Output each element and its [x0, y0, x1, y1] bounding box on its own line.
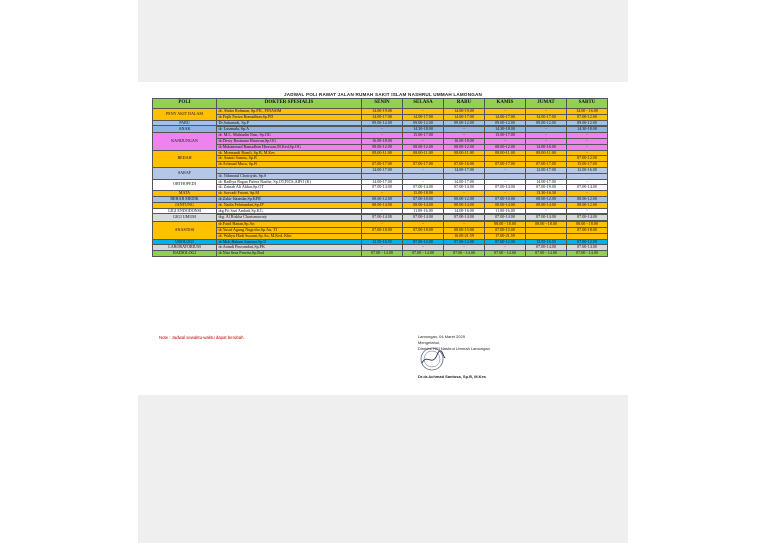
poli-cell: KANDUNGAN [153, 133, 217, 150]
schedule-cell: 14.00-17.00 [362, 167, 403, 173]
doctor-cell: dr. Lusmada, Sp.A [217, 127, 362, 133]
table-row [153, 239, 608, 245]
poli-cell: LABORATORIUM [153, 245, 217, 251]
doctor-cell: dr. Zainab Ali Akbar,Sp.OT [217, 185, 362, 191]
schedule-cell: 16.00-18.00 [444, 138, 485, 144]
schedule-cell: 08.00-12.00 [403, 144, 444, 150]
table-row [153, 185, 608, 191]
schedule-cell: - [362, 191, 403, 197]
schedule-cell: 08.00-12.00 [362, 144, 403, 150]
schedule-cell: 07.00 - 14.00 [403, 251, 444, 257]
table-row [153, 215, 608, 221]
schedule-cell: 14.00-17.00 [485, 114, 526, 120]
schedule-cell: - [567, 179, 608, 185]
schedule-cell: - [444, 127, 485, 133]
doctor-cell: dr. Abdur Rohman, Sp.PD., FINASIM [217, 109, 362, 115]
table-row [153, 179, 608, 185]
doctor-cell: dr. Radhya Ragan Putera Basthe, Sp.OT,FICS,AIFO (K) [217, 179, 362, 185]
schedule-cell: 07.00-15.00 [485, 227, 526, 233]
header-kamis: KAMIS [485, 99, 526, 109]
schedule-table [152, 98, 608, 257]
table-row [153, 120, 608, 126]
signature-block [418, 334, 490, 380]
table-row [153, 162, 608, 168]
poli-cell: JANTUNG [153, 202, 217, 208]
schedule-cell: 08.00-11.00 [362, 150, 403, 156]
doctor-cell: dr.Achmad Musa, Sp.B [217, 162, 362, 168]
poli-cell: ANASTESI [153, 222, 217, 239]
schedule-cell: - [526, 133, 567, 139]
schedule-cell: - [567, 191, 608, 197]
schedule-cell: 08.00-11.00 [444, 150, 485, 156]
schedule-cell: - [362, 127, 403, 133]
schedule-cell: 08.00-12.00 [567, 202, 608, 208]
schedule-note: Note : Jadwal sewaktu-waktu dapat berubah [159, 335, 244, 340]
doctor-cell: dr.Moh.Hakam Santosa,Sp.U [217, 239, 362, 245]
schedule-cell: 08.00-15.00 [444, 227, 485, 233]
doctor-cell: dr. Sorvadi Fatoni, Sp.M [217, 191, 362, 197]
schedule-cell: - [444, 222, 485, 228]
schedule-cell: 17.00-21.59 [485, 233, 526, 239]
table-row [153, 202, 608, 208]
doctor-cell: dr.Zakir Iskandar,Sp.KFR [217, 196, 362, 202]
schedule-cell: 14.00-17.00 [444, 114, 485, 120]
schedule-cell: 07.00-14.00 [362, 185, 403, 191]
schedule-cell: 07.00-17.00 [403, 162, 444, 168]
sign-label: Mengetahui, [418, 340, 441, 345]
schedule-cell: 07.00-18.00 [567, 227, 608, 233]
schedule-cell: 14.00-17.00 [526, 114, 567, 120]
schedule-cell: - [485, 179, 526, 185]
poli-cell: GIGI ENDODONSI [153, 208, 217, 214]
schedule-cell: 14.00-19.00 [444, 109, 485, 115]
place-date: Lamongan, 04 Maret 2025 [418, 334, 465, 339]
doctor-cell: dr.Fiqih Fariza Romadhon,Sp.PD [217, 114, 362, 120]
doctor-cell: dr.Farid Hanan,Sp.An [217, 222, 362, 228]
schedule-cell: 12.55-16.55 [362, 239, 403, 245]
schedule-cell: 07.00 - 14.00 [485, 251, 526, 257]
schedule-cell: 09.00-12.00 [485, 120, 526, 126]
header-dokter: DOKTER SPESIALIS [217, 99, 362, 109]
schedule-cell: 08.00-14.00 [444, 202, 485, 208]
schedule-cell: 07.00 - 14.00 [567, 251, 608, 257]
schedule-cell: 08.00-12.00 [444, 144, 485, 150]
schedule-cell: 09.00-12.00 [403, 120, 444, 126]
schedule-cell: 14.00-17.00 [403, 114, 444, 120]
poli-cell: UROLOGI [153, 239, 217, 245]
poli-cell: SARAF [153, 167, 217, 179]
schedule-cell: 07.00-14.00 [444, 185, 485, 191]
schedule-cell: 07.00-14.00 [403, 185, 444, 191]
schedule-cell: 09.00-12.00 [444, 120, 485, 126]
table-row [153, 114, 608, 120]
schedule-cell: - [485, 245, 526, 251]
schedule-cell: - [403, 109, 444, 115]
schedule-cell: 07.00-12.00 [485, 239, 526, 245]
schedule-cell: 07.00-14.00 [567, 215, 608, 221]
schedule-cell: 07.00-14.00 [362, 215, 403, 221]
schedule-cell: 08.00-11.00 [403, 150, 444, 156]
schedule-cell: - [403, 138, 444, 144]
doctor-cell: dr.Dewy Rosmana Hirawan,Sp.OG [217, 138, 362, 144]
poli-cell: PARU [153, 120, 217, 126]
schedule-cell: 08.00-12.00 [362, 196, 403, 202]
poli-cell: BEDAH [153, 150, 217, 167]
schedule-cell: 12.00-16.00 [567, 167, 608, 173]
schedule-cell: 14.30-18.00 [403, 127, 444, 133]
table-row [153, 150, 608, 156]
doctor-cell: dr. M.L. Muhtadin Nasr, Sp.OG [217, 133, 362, 139]
table-row [153, 196, 608, 202]
schedule-cell: 07.00-12.00 [403, 239, 444, 245]
schedule-cell: 14.00-17.00 [444, 167, 485, 173]
doctor-cell: dr.Yusuf Agung Nugroho,Sp.An, TI [217, 227, 362, 233]
schedule-cell: 08.00-14.00 [403, 202, 444, 208]
schedule-cell: 07.00-17.00 [485, 162, 526, 168]
schedule-cell: 07.00-14.00 [567, 245, 608, 251]
doctor-cell: dr. Wahyu Hadi Susanti,Sp.An, M.Ked. Klin [217, 233, 362, 239]
table-row [153, 144, 608, 150]
schedule-cell: - [526, 227, 567, 233]
viewer-background-top [138, 0, 628, 82]
schedule-cell: 14.00-17.00 [526, 179, 567, 185]
schedule-cell: 08.00-11.00 [526, 150, 567, 156]
doctor-cell: dr. Moenandi Romli, Sp.B, M.Kes [217, 150, 362, 156]
schedule-cell: 14.00-17.00 [362, 114, 403, 120]
schedule-cell: 08.00 - 18.00 [485, 222, 526, 228]
schedule-cell: 15.00-17.00 [403, 133, 444, 139]
schedule-cell: 08.00-11.00 [485, 150, 526, 156]
schedule-cell: 07.00-14.00 [526, 215, 567, 221]
schedule-cell: 07.00-17.00 [362, 162, 403, 168]
header-jumat: JUMAT [526, 99, 567, 109]
schedule-cell: 07.00-17.00 [526, 162, 567, 168]
schedule-cell: 14.00-19.00 [362, 109, 403, 115]
schedule-cell: 08.00-12.00 [567, 196, 608, 202]
table-header-row [153, 99, 608, 109]
poli-cell: GIGI UMUM [153, 214, 217, 222]
doctor-cell: dr. Ananti Samsu, Sp.B [217, 156, 362, 162]
schedule-cell: - [444, 191, 485, 197]
schedule-cell: - [444, 133, 485, 139]
schedule-cell: 07.00-12.00 [567, 239, 608, 245]
doctor-cell: dr.Nita Sesa Pravita,Sp.Rad [217, 251, 362, 257]
schedule-cell: 08.00-12.00 [444, 196, 485, 202]
schedule-cell: - [567, 150, 608, 156]
schedule-cell: 07.00-12.00 [444, 239, 485, 245]
table-row [153, 251, 608, 257]
schedule-cell: 07.00-16.00 [444, 162, 485, 168]
header-rabu: RABU [444, 99, 485, 109]
doctor-cell: drg.Fti Sari Andarti,Sp.KG [217, 208, 362, 214]
schedule-cell: 09.00-12.00 [567, 120, 608, 126]
schedule-cell: 15.00-17.00 [567, 162, 608, 168]
schedule-cell: 14.00-17.00 [444, 179, 485, 185]
schedule-cell: 16.00-21.59 [444, 233, 485, 239]
poli-cell: RADIOLOGI [153, 251, 217, 257]
schedule-cell: 07.00 - 14.00 [444, 251, 485, 257]
stamp-signature-icon [418, 345, 446, 373]
schedule-cell: - [362, 245, 403, 251]
schedule-cell: 13.30-16.30 [526, 191, 567, 197]
doctor-cell: dr. Nikmatul Choiriyah, Sp.S [217, 173, 362, 179]
schedule-cell: 08.00-14.00 [485, 202, 526, 208]
poli-cell: ANAK [153, 126, 217, 133]
schedule-cell: - [567, 208, 608, 214]
schedule-cell: 14.30-18.00 [567, 127, 608, 133]
document-page [138, 82, 628, 395]
poli-cell: ORTHOPEDI [153, 179, 217, 191]
schedule-cell: - [444, 245, 485, 251]
schedule-cell: 14.00-16.00 [444, 208, 485, 214]
schedule-cell: 07.00-14.00 [526, 245, 567, 251]
schedule-cell: 07.00-12.00 [567, 114, 608, 120]
doctor-cell: dr. Nadia Febriandari,Sp.JP [217, 202, 362, 208]
schedule-cell: - [567, 133, 608, 139]
schedule-cell: - [403, 179, 444, 185]
schedule-cell: 07.00-12.00 [567, 156, 608, 162]
schedule-cell: 07.00-14.00 [444, 215, 485, 221]
schedule-cell: 07.00-10.00 [403, 196, 444, 202]
schedule-cell: 08.00-14.00 [362, 202, 403, 208]
schedule-cell: 16.00-18.00 [362, 138, 403, 144]
poli-cell: PENY AKIT DALAM [153, 109, 217, 121]
schedule-cell: - [403, 245, 444, 251]
schedule-cell: 15.00-18.00 [403, 191, 444, 197]
schedule-cell: 12.00-17.00 [526, 167, 567, 173]
header-senin: SENIN [362, 99, 403, 109]
schedule-cell: - [526, 127, 567, 133]
schedule-cell: 11.00-16.00 [403, 208, 444, 214]
schedule-cell: 15.00-17.00 [485, 133, 526, 139]
header-poli: POLI [153, 99, 217, 109]
schedule-cell: 07.00-14.00 [403, 215, 444, 221]
schedule-cell: - [485, 109, 526, 115]
poli-cell: MATA [153, 191, 217, 197]
schedule-cell: 07.00 - 14.00 [362, 251, 403, 257]
doctor-cell: Dr.Suhartadi, Sp.P [217, 120, 362, 126]
schedule-cell: 08.00-14.00 [526, 202, 567, 208]
schedule-cell: 14.30-18.00 [485, 127, 526, 133]
poli-cell: REHAB MEDIK [153, 196, 217, 202]
schedule-cell: - [526, 109, 567, 115]
schedule-cell: 12.55-16.55 [526, 239, 567, 245]
schedule-cell: - [485, 191, 526, 197]
schedule-cell: 07.00-18.00 [403, 227, 444, 233]
schedule-cell: - [362, 133, 403, 139]
schedule-cell: - [485, 167, 526, 173]
doctor-cell: dr.Muhammad Ramadhan Hirawan,M.Ked,Sp.OG [217, 144, 362, 150]
sign-name: Dr.dr.Achmad Santosa, Sp.B, M.Kes [418, 374, 487, 379]
schedule-cell: - [567, 138, 608, 144]
schedule-cell: - [362, 208, 403, 214]
schedule-cell: 09.00-12.00 [362, 120, 403, 126]
schedule-cell: 07.00-18.00 [362, 227, 403, 233]
schedule-cell: 08.00-12.00 [485, 144, 526, 150]
schedule-cell: 14.00 - 16.00 [567, 109, 608, 115]
schedule-cell: 07.00-14.00 [485, 215, 526, 221]
schedule-cell: - [485, 138, 526, 144]
schedule-cell: - [526, 208, 567, 214]
schedule-cell: - [526, 138, 567, 144]
schedule-cell: - [362, 222, 403, 228]
schedule-cell: 07.00 - 14.00 [526, 251, 567, 257]
schedule-cell: - [567, 144, 608, 150]
document-title: JADWAL POLI RAWAT JALAN RUMAH SAKIT ISLAM NASHRUL UMMAH LAMONGAN [283, 92, 483, 97]
schedule-cell: 08.00 - 18.00 [567, 222, 608, 228]
schedule-cell: 07.00-14.00 [567, 185, 608, 191]
schedule-cell: 09.00-12.00 [526, 120, 567, 126]
schedule-cell: 14.00-17.00 [362, 179, 403, 185]
schedule-cell: 07.00-10.00 [485, 196, 526, 202]
schedule-cell: 08.00-12.00 [526, 196, 567, 202]
doctor-cell: dr.Anindi Pusvandari,Sp.PK [217, 245, 362, 251]
schedule-cell: 07.00-14.00 [485, 185, 526, 191]
schedule-cell: 11.00-16.00 [485, 208, 526, 214]
header-selasa: SELASA [403, 99, 444, 109]
header-sabtu: SABTU [567, 99, 608, 109]
schedule-cell: 08.00 - 18.00 [526, 222, 567, 228]
viewer-background-bottom [138, 395, 628, 543]
schedule-cell: - [403, 167, 444, 173]
doctor-cell: drg. Al Riskha Charismawaty [217, 215, 362, 221]
sign-role: Direktur RSI Nashrul Ummah Lamongan [418, 346, 490, 351]
schedule-cell: 14.00-16.00 [526, 144, 567, 150]
schedule-cell: - [403, 222, 444, 228]
schedule-cell: 07.00-19.00 [526, 185, 567, 191]
